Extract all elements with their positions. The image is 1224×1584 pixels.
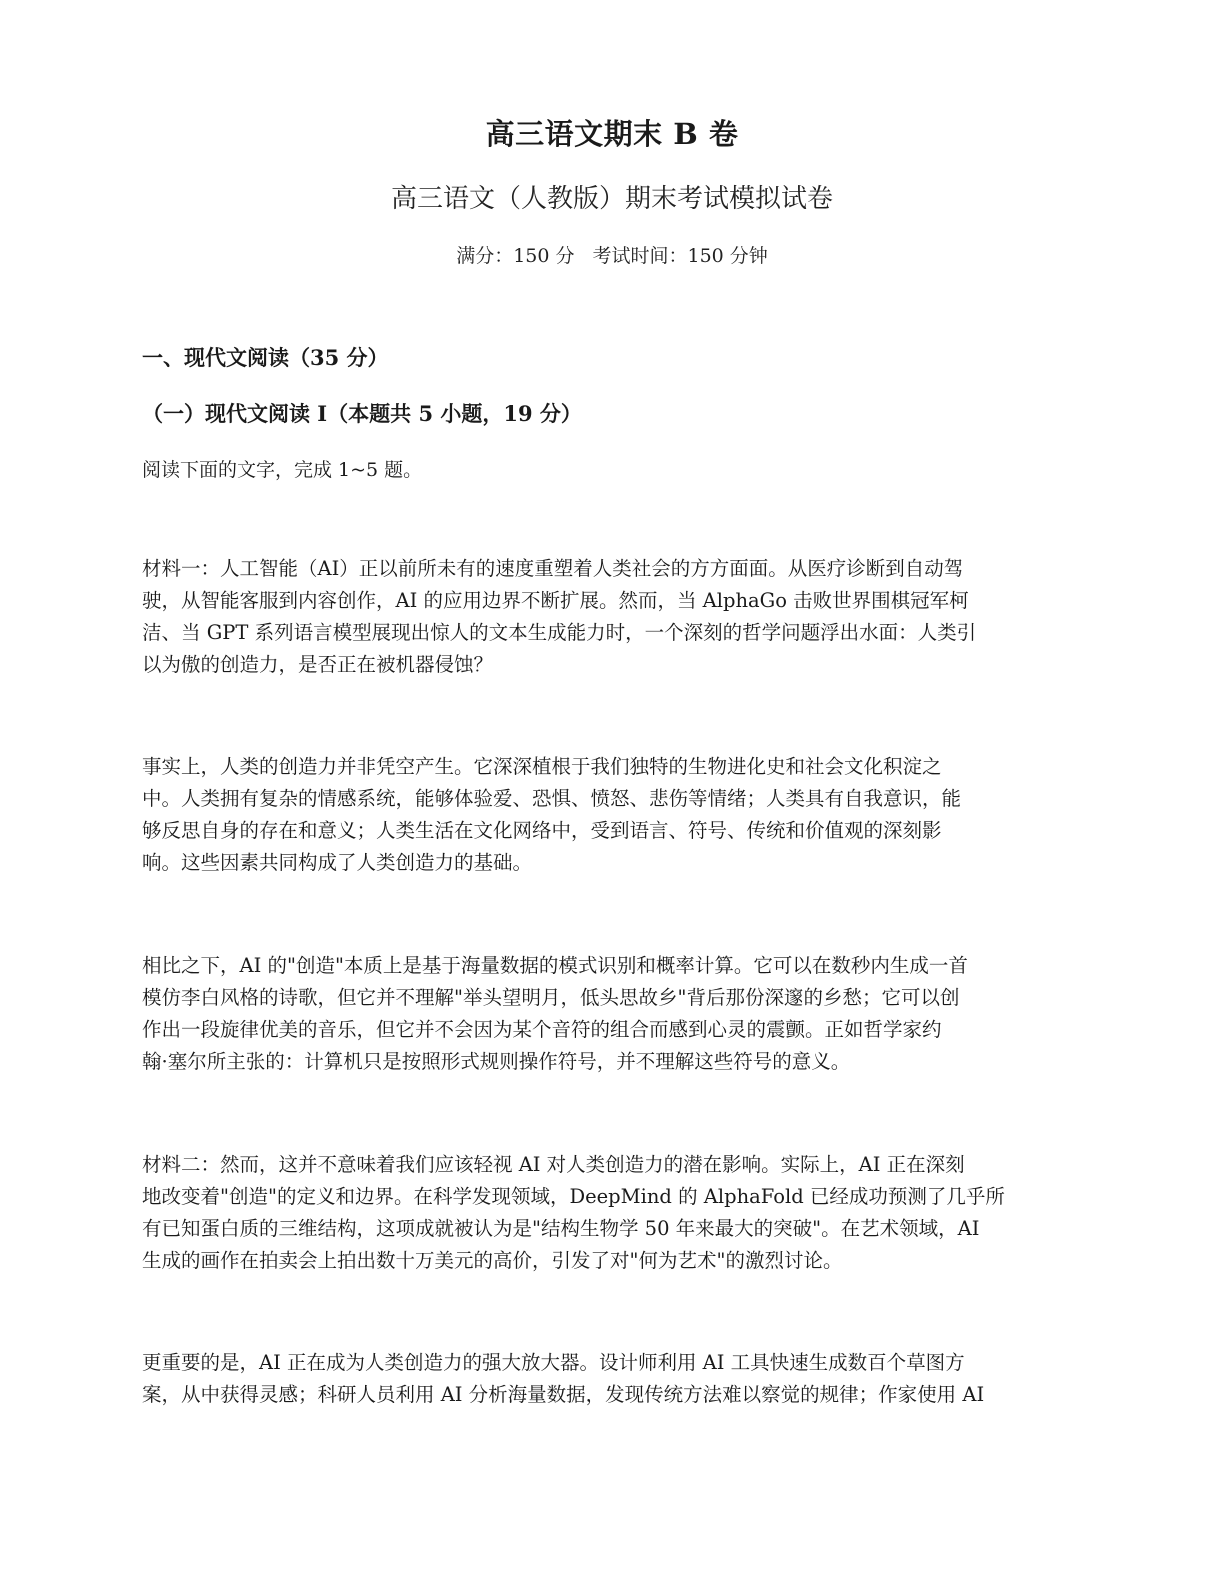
document-subtitle: 高三语文（人教版）期末考试模拟试卷 <box>390 184 833 214</box>
paragraph-line: 中。人类拥有复杂的情感系统，能够体验爱、恐惧、愤怒、悲伤等情绪；人类具有自我意识，能 <box>142 787 962 810</box>
paragraph-line: 有已知蛋白质的三维结构，这项成就被认为是"结构生物学 50 年来最大的突破"。在艺术领域，AI <box>142 1217 980 1240</box>
document-title: 高三语文期末 B 卷 <box>485 117 739 151</box>
paragraph-line: 相比之下，AI 的"创造"本质上是基于海量数据的模式识别和概率计算。它可以在数秒内生成一首 <box>142 954 968 977</box>
paragraph-line: 事实上，人类的创造力并非凭空产生。它深深植根于我们独特的生物进化史和社会文化积淀之 <box>142 755 942 778</box>
paragraph-line: 更重要的是，AI 正在成为人类创造力的强大放大器。设计师利用 AI 工具快速生成数百个草图方 <box>142 1351 965 1374</box>
paragraph-material-one <box>142 553 1072 681</box>
exam-duration: 考试时间：150 分钟 <box>592 245 768 267</box>
subsection-heading: （一）现代文阅读 I（本题共 5 小题，19 分） <box>142 401 582 426</box>
reading-instruction: 阅读下面的文字，完成 1~5 题。 <box>142 459 423 481</box>
paragraph-line: 材料二：然而，这并不意味着我们应该轻视 AI 对人类创造力的潜在影响。实际上，AI 正在深刻 <box>142 1153 965 1176</box>
paragraph-line: 地改变着"创造"的定义和边界。在科学发现领域，DeepMind 的 AlphaFold 已经成功预测了几乎所 <box>142 1185 1005 1208</box>
section-heading: 一、现代文阅读（35 分） <box>142 345 389 370</box>
paragraph-line: 作出一段旋律优美的音乐，但它并不会因为某个音符的组合而感到心灵的震颤。正如哲学家约 <box>142 1018 942 1041</box>
paragraph-ai-creation <box>142 950 1072 1078</box>
paragraph-material-two <box>142 1149 1072 1277</box>
paragraph-line: 生成的画作在拍卖会上拍出数十万美元的高价，引发了对"何为艺术"的激烈讨论。 <box>142 1249 843 1272</box>
paragraph-ai-amplifier <box>142 1347 1072 1411</box>
exam-meta <box>0 241 1224 268</box>
paragraph-line: 以为傲的创造力，是否正在被机器侵蚀？ <box>142 653 494 676</box>
paragraph-line: 案，从中获得灵感；科研人员利用 AI 分析海量数据，发现传统方法难以察觉的规律；作家使用 AI <box>142 1383 985 1406</box>
paragraph-line: 模仿李白风格的诗歌，但它并不理解"举头望明月，低头思故乡"背后那份深邃的乡愁；它可以创 <box>142 986 960 1009</box>
paragraph-line: 洁、当 GPT 系列语言模型展现出惊人的文本生成能力时，一个深刻的哲学问题浮出水面：人类引 <box>142 621 977 644</box>
paragraph-line: 够反思自身的存在和意义；人类生活在文化网络中，受到语言、符号、传统和价值观的深刻影 <box>142 819 942 842</box>
paragraph-human-creativity <box>142 751 1072 879</box>
paragraph-line: 材料一：人工智能（AI）正以前所未有的速度重塑着人类社会的方方面面。从医疗诊断到自动驾 <box>142 557 964 580</box>
paragraph-line: 翰·塞尔所主张的：计算机只是按照形式规则操作符号，并不理解这些符号的意义。 <box>142 1050 851 1073</box>
paragraph-line: 驶，从智能客服到内容创作，AI 的应用边界不断扩展。然而，当 AlphaGo 击败世界围棋冠军柯 <box>142 589 969 612</box>
full-score: 满分：150 分 <box>456 245 575 267</box>
paragraph-line: 响。这些因素共同构成了人类创造力的基础。 <box>142 851 533 874</box>
